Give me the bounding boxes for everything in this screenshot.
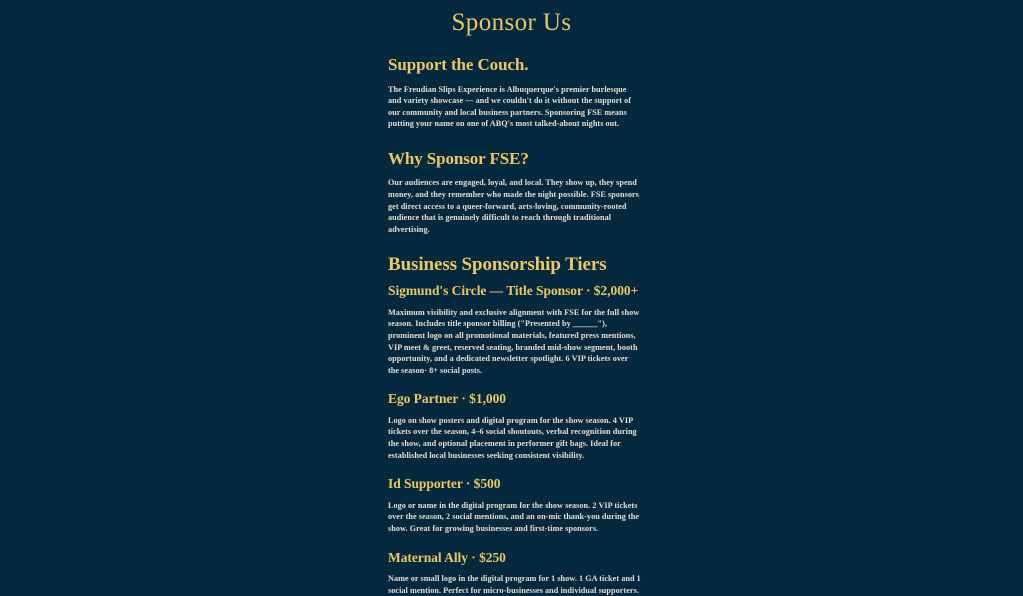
section-heading-tiers: Business Sponsorship Tiers <box>388 254 607 276</box>
tier-maternal-ally <box>388 550 641 596</box>
tier-title-sponsor <box>388 283 641 376</box>
section-support-the-couch <box>388 55 641 130</box>
tier-ego-partner <box>388 391 641 461</box>
tier-name: Maternal Ally · $250 <box>388 549 506 565</box>
section-why-sponsor <box>388 149 641 236</box>
tier-description: Logo or name in the digital program for the show season. 2 VIP tickets over the season, 2 social mentions, and an on-mic thank-you during the show. Great for growing businesses and first-time sponsors. <box>388 500 640 533</box>
tier-name: Ego Partner · $1,000 <box>388 391 506 407</box>
tier-name: Sigmund's Circle — Title Sponsor · $2,000+ <box>388 283 639 299</box>
section-body-why-sponsor: Our audiences are engaged, loyal, and local. They show up, they spend money, and they remember who made the night possible. FSE sponsors get direct access to a queer-forward, arts-loving, community-rooted audience that is genuinely difficult to reach through traditional advertising. <box>388 178 639 234</box>
tier-description: Logo on show posters and digital program for the show season. 4 VIP tickets over the season, 4–6 social shoutouts, verbal recognition during the show, and optional placement in performer gift bags. Ideal for established local businesses seeking consistent visibility. <box>388 415 637 460</box>
section-sponsorship-tiers <box>388 254 641 596</box>
page-title: Sponsor Us <box>451 9 572 36</box>
section-heading-why-sponsor: Why Sponsor FSE? <box>388 148 529 168</box>
section-body-support: The Freudian Slips Experience is Albuquerque's premier burlesque and variety showcase — and we couldn't do it without the support of our community and local business partners. Sponsoring FSE means putting your name on one of ABQ's most talked-about nights out. <box>388 84 632 129</box>
tier-description: Maximum visibility and exclusive alignment with FSE for the full show season. Includes title sponsor billing ("Presented by ＿＿＿"), prominent logo on all promotional materials, featured press mentions, VIP meet & greet, reserved seating, branded mid-show segment, booth opportunity, and a dedicated newsletter spotlight. 6 VIP tickets over the season· 8+ social posts. <box>388 307 640 375</box>
tier-id-supporter <box>388 476 641 534</box>
section-heading-support: Support the Couch. <box>388 55 529 74</box>
content-column <box>388 55 641 596</box>
tier-description: Name or small logo in the digital program for 1 show. 1 GA ticket and 1 social mention. Perfect for micro-businesses and individual supporters. <box>388 574 641 595</box>
tier-name: Id Supporter · $500 <box>388 476 501 492</box>
